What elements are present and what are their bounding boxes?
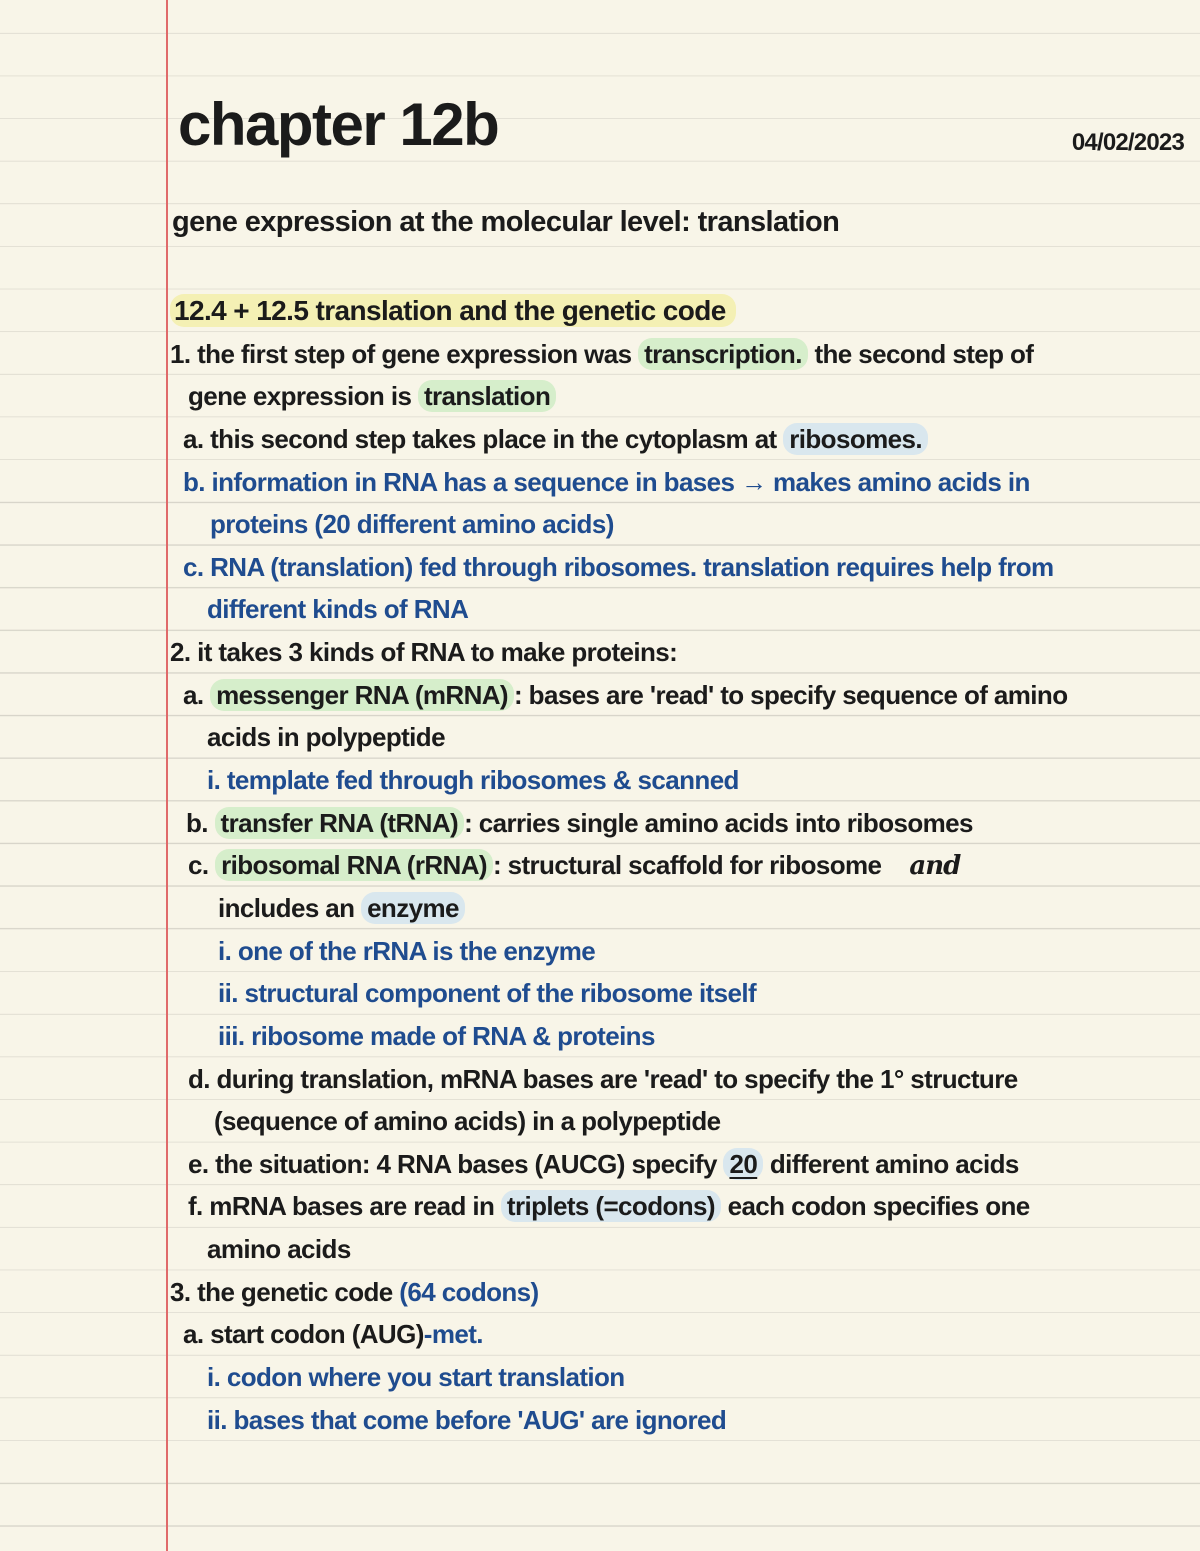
- note-text: includes an: [218, 892, 362, 923]
- note-line-2d: d. during translation, mRNA bases are 'read' to specify the 1° structure: [188, 1063, 1018, 1094]
- note-line-2b: [0, 802, 1200, 845]
- highlight-triplets: triplets (=codons): [501, 1190, 721, 1222]
- note-text: c.: [188, 850, 216, 881]
- note-line-1b-cont: proteins (20 different amino acids): [210, 509, 614, 540]
- note-line-2c-iii: iii. ribosome made of RNA & proteins: [218, 1020, 655, 1051]
- note-text: f. mRNA bases are read in: [188, 1191, 501, 1222]
- highlight-ribosomes: ribosomes.: [783, 423, 928, 455]
- section-heading-text: 12.4 + 12.5 translation and the genetic code: [170, 294, 736, 327]
- note-text-blue: (64 codons): [399, 1276, 539, 1307]
- note-line-2a-cont: acids in polypeptide: [207, 722, 445, 753]
- note-line-3: [0, 1271, 1200, 1314]
- note-line-2f: [0, 1185, 1200, 1228]
- notes-body: [0, 290, 1200, 1441]
- note-text: each codon specifies one: [720, 1191, 1030, 1222]
- note-text: 3. the genetic code: [170, 1276, 400, 1307]
- note-line-1-cont: [0, 375, 1200, 418]
- note-text: a.: [183, 679, 211, 710]
- note-line-2: 2. it takes 3 kinds of RNA to make proteins:: [170, 637, 678, 668]
- note-text: : structural scaffold for ribosome: [492, 850, 882, 881]
- note-line-1a: [0, 418, 1200, 461]
- note-line-3a-i: i. codon where you start translation: [207, 1362, 625, 1393]
- highlight-transfer-rna: transfer RNA (tRNA): [215, 807, 465, 839]
- note-text: b.: [186, 807, 215, 838]
- note-text: the second step of: [807, 338, 1034, 369]
- note-text: : bases are 'read' to specify sequence of amino: [514, 679, 1068, 710]
- note-line-3a: [0, 1313, 1200, 1356]
- highlight-twenty: 20: [723, 1148, 763, 1180]
- cursive-and: and: [909, 851, 961, 882]
- note-text: a. start codon (AUG): [183, 1319, 424, 1350]
- note-text-blue: -met.: [423, 1319, 483, 1350]
- highlight-enzyme: enzyme: [361, 892, 465, 924]
- section-heading: [0, 290, 1200, 333]
- note-line-2c-i: i. one of the rRNA is the enzyme: [218, 935, 596, 966]
- note-text: e. the situation: 4 RNA bases (AUCG) specify: [188, 1148, 724, 1179]
- note-line-2e: [0, 1143, 1200, 1186]
- note-text: : carries single amino acids into ribosomes: [464, 807, 973, 838]
- note-line-2c: [0, 844, 1200, 887]
- note-line-2c-ii: ii. structural component of the ribosome itself: [218, 978, 757, 1009]
- note-text: a. this second step takes place in the cytoplasm at: [183, 423, 784, 454]
- note-line-1c: c. RNA (translation) fed through ribosomes. translation requires help from: [183, 551, 1054, 582]
- note-text: 1. the first step of gene expression was: [170, 338, 639, 369]
- highlight-transcription: transcription.: [638, 338, 808, 370]
- highlight-ribosomal-rna: ribosomal RNA (rRNA): [215, 849, 493, 881]
- note-line-3a-ii: ii. bases that come before 'AUG' are ignored: [207, 1404, 727, 1435]
- highlight-messenger-rna: messenger RNA (mRNA): [210, 679, 514, 711]
- note-line-2a: [0, 674, 1200, 717]
- note-line-1: [0, 333, 1200, 376]
- note-line-2f-cont: amino acids: [207, 1234, 351, 1265]
- page-title: chapter 12b: [178, 91, 499, 158]
- note-line-1b: b. information in RNA has a sequence in bases → makes amino acids in: [183, 466, 1030, 497]
- note-line-2c-cont: [0, 887, 1200, 930]
- page-date: 04/02/2023: [1071, 129, 1184, 156]
- page-subtitle: gene expression at the molecular level: translation: [172, 206, 840, 238]
- note-line-2a-i: i. template fed through ribosomes & scanned: [207, 765, 739, 796]
- note-text: gene expression is: [188, 381, 418, 412]
- note-text: different amino acids: [763, 1148, 1019, 1179]
- highlight-translation: translation: [418, 380, 556, 412]
- note-line-1c-cont: different kinds of RNA: [207, 594, 469, 625]
- note-line-2d-cont: (sequence of amino acids) in a polypeptide: [214, 1106, 721, 1137]
